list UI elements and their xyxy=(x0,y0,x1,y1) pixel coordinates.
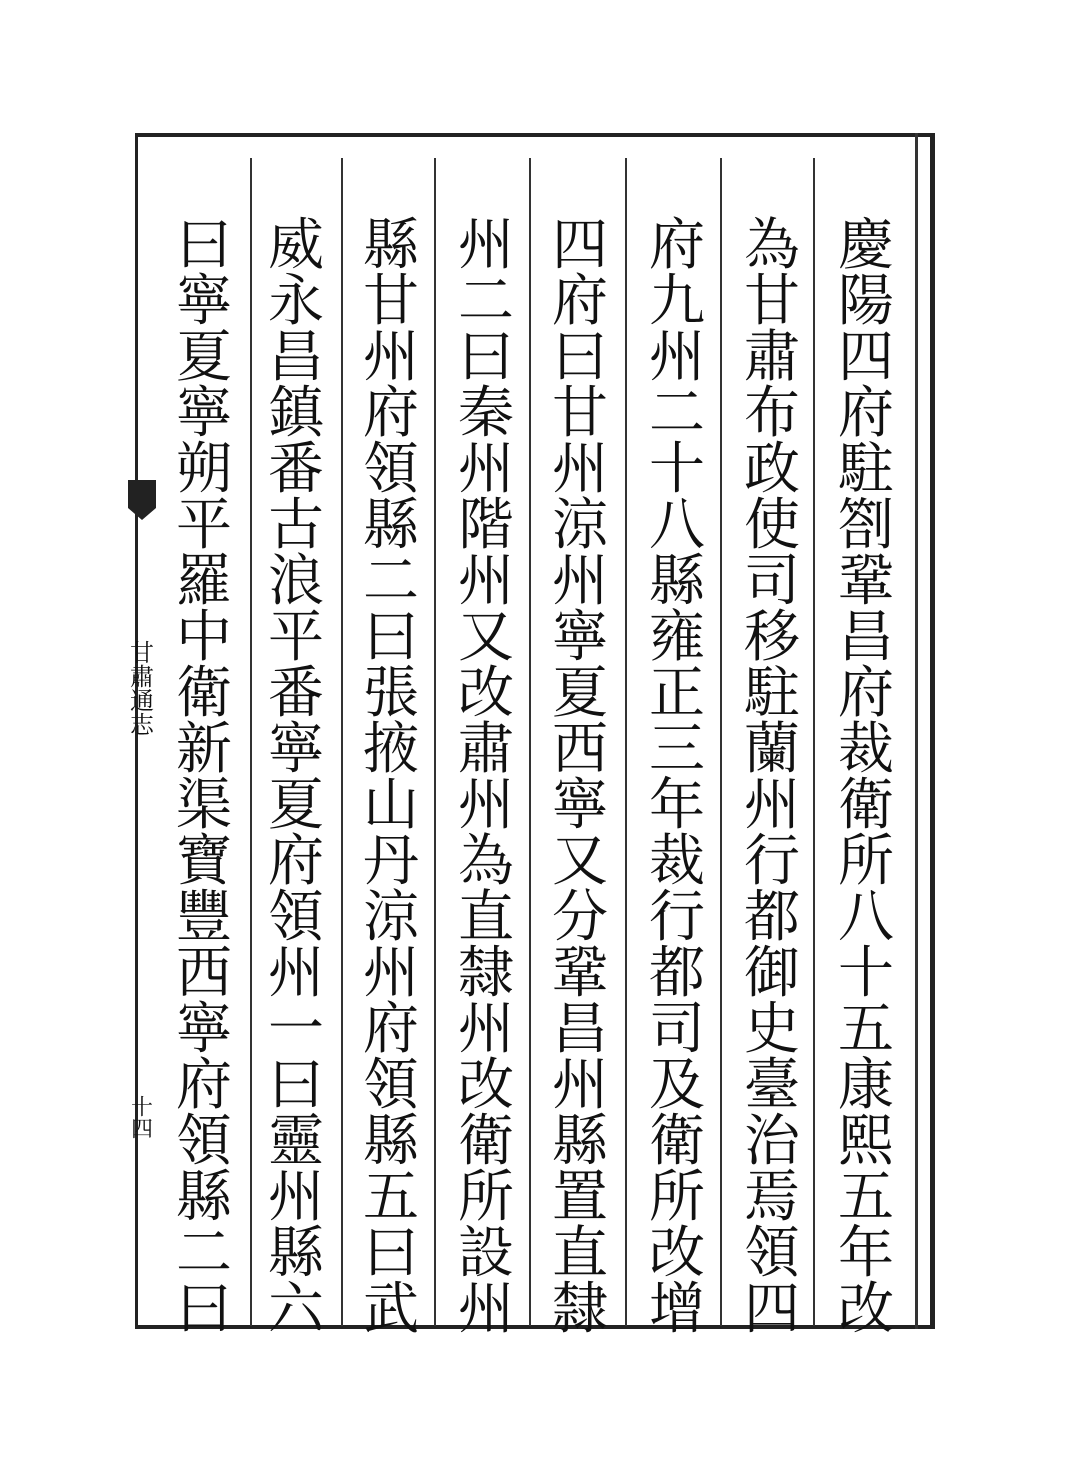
character: 改 xyxy=(838,1277,894,1342)
character: 府 xyxy=(649,213,705,278)
character: 朔 xyxy=(176,437,232,502)
character: 行 xyxy=(744,829,800,894)
character: 改 xyxy=(458,1053,514,1118)
character: 設 xyxy=(458,1221,514,1286)
character: 州 xyxy=(552,549,608,614)
character: 渠 xyxy=(176,773,232,838)
character: 昌 xyxy=(552,997,608,1062)
character: 隸 xyxy=(458,941,514,1006)
character: 靈 xyxy=(268,1109,324,1174)
character: 府 xyxy=(268,829,324,894)
character: 司 xyxy=(744,549,800,614)
character: 階 xyxy=(458,493,514,558)
character: 州 xyxy=(363,325,419,390)
character: 分 xyxy=(552,885,608,950)
character: 雍 xyxy=(649,605,705,670)
character: 所 xyxy=(649,1165,705,1230)
text-column-1 xyxy=(825,213,907,1342)
character: 寧 xyxy=(176,381,232,446)
text-column-3 xyxy=(636,213,718,1342)
character: 中 xyxy=(176,605,232,670)
character: 直 xyxy=(552,1221,608,1286)
character: 昌 xyxy=(268,325,324,390)
character: 二 xyxy=(363,549,419,614)
character: 十 xyxy=(649,437,705,502)
character: 八 xyxy=(838,885,894,950)
character: 隸 xyxy=(552,1277,608,1342)
column-divider xyxy=(434,158,436,1326)
character: 裁 xyxy=(838,717,894,782)
character: 為 xyxy=(458,829,514,894)
character: 甘 xyxy=(552,381,608,446)
folio-number xyxy=(126,1095,154,1145)
character: 浪 xyxy=(268,549,324,614)
character: 四 xyxy=(838,325,894,390)
character: 領 xyxy=(363,1053,419,1118)
character: 衛 xyxy=(458,1109,514,1174)
character: 二 xyxy=(458,269,514,334)
character: 寶 xyxy=(176,829,232,894)
character: 西 xyxy=(552,717,608,782)
character: 四 xyxy=(744,1277,800,1342)
character: 臺 xyxy=(744,1053,800,1118)
character: 曰 xyxy=(552,325,608,390)
character: 鞏 xyxy=(552,941,608,1006)
character: 三 xyxy=(649,717,705,782)
character: 番 xyxy=(268,437,324,502)
character: 府 xyxy=(363,381,419,446)
character: 鎮 xyxy=(268,381,324,446)
character: 衛 xyxy=(838,773,894,838)
character: 九 xyxy=(649,269,705,334)
character: 十 xyxy=(838,941,894,1006)
character: 駐 xyxy=(744,661,800,726)
character: 增 xyxy=(649,1277,705,1342)
character: 年 xyxy=(838,1221,894,1286)
character: 州 xyxy=(552,437,608,502)
character: 夏 xyxy=(176,325,232,390)
character: 州 xyxy=(458,213,514,278)
character: 威 xyxy=(268,213,324,278)
character: 夏 xyxy=(552,661,608,726)
character: 張 xyxy=(363,661,419,726)
character: 改 xyxy=(649,1221,705,1286)
character: 焉 xyxy=(744,1165,800,1230)
character: 蘭 xyxy=(744,717,800,782)
character: 六 xyxy=(268,1277,324,1342)
character: 山 xyxy=(363,773,419,838)
character: 史 xyxy=(744,997,800,1062)
column-divider xyxy=(625,158,627,1326)
character: 寧 xyxy=(552,605,608,670)
character: 鞏 xyxy=(838,549,894,614)
character: 永 xyxy=(268,269,324,334)
character: 甘 xyxy=(744,269,800,334)
character: 年 xyxy=(649,773,705,838)
character: 曰 xyxy=(363,1221,419,1286)
character: 康 xyxy=(838,1053,894,1118)
character: 所 xyxy=(458,1165,514,1230)
character: 新 xyxy=(176,717,232,782)
column-divider xyxy=(341,158,343,1326)
character: 丹 xyxy=(363,829,419,894)
character: 縣 xyxy=(363,493,419,558)
character: 領 xyxy=(268,885,324,950)
character: 州 xyxy=(363,941,419,1006)
character: 五 xyxy=(838,1165,894,1230)
character: 八 xyxy=(649,493,705,558)
character: 四 xyxy=(552,213,608,278)
character: 州 xyxy=(458,437,514,502)
character: 府 xyxy=(176,1053,232,1118)
character: 州 xyxy=(458,997,514,1062)
character: 司 xyxy=(649,997,705,1062)
character: 領 xyxy=(363,437,419,502)
character: 州 xyxy=(649,325,705,390)
character: 衛 xyxy=(649,1109,705,1174)
character: 平 xyxy=(176,493,232,558)
character: 武 xyxy=(363,1277,419,1342)
character: 所 xyxy=(838,829,894,894)
text-column-4 xyxy=(539,213,621,1342)
character: 曰 xyxy=(176,1277,232,1342)
character: 行 xyxy=(649,885,705,950)
character: 州 xyxy=(458,549,514,614)
character: 一 xyxy=(268,997,324,1062)
character: 及 xyxy=(649,1053,705,1118)
character: 州 xyxy=(458,773,514,838)
character: 五 xyxy=(363,1165,419,1230)
character: 掖 xyxy=(363,717,419,782)
character: 肅 xyxy=(744,325,800,390)
character: 府 xyxy=(363,997,419,1062)
character: 曰 xyxy=(363,605,419,670)
running-title-text: 甘肅通志 xyxy=(125,640,154,736)
character: 二 xyxy=(176,1221,232,1286)
character: 州 xyxy=(744,773,800,838)
character: 又 xyxy=(458,605,514,670)
character: 涼 xyxy=(363,885,419,950)
character: 昌 xyxy=(838,605,894,670)
character: 使 xyxy=(744,493,800,558)
character: 肅 xyxy=(458,717,514,782)
character: 豐 xyxy=(176,885,232,950)
character: 曰 xyxy=(268,1053,324,1118)
outer-frame-rule xyxy=(915,133,918,1329)
character: 甘 xyxy=(363,269,419,334)
character: 寧 xyxy=(176,269,232,334)
character: 御 xyxy=(744,941,800,1006)
character: 領 xyxy=(744,1221,800,1286)
character: 寧 xyxy=(552,773,608,838)
character: 平 xyxy=(268,605,324,670)
character: 縣 xyxy=(268,1221,324,1286)
column-divider xyxy=(529,158,531,1326)
character: 移 xyxy=(744,605,800,670)
character: 府 xyxy=(838,381,894,446)
character: 直 xyxy=(458,885,514,950)
character: 二 xyxy=(649,381,705,446)
character: 夏 xyxy=(268,773,324,838)
character: 為 xyxy=(744,213,800,278)
character: 縣 xyxy=(649,549,705,614)
character: 羅 xyxy=(176,549,232,614)
folio-text: 十四 xyxy=(127,1095,153,1139)
character: 府 xyxy=(552,269,608,334)
character: 寧 xyxy=(176,997,232,1062)
character: 置 xyxy=(552,1165,608,1230)
character: 縣 xyxy=(552,1109,608,1174)
character: 古 xyxy=(268,493,324,558)
character: 州 xyxy=(552,1053,608,1118)
column-divider xyxy=(250,158,252,1326)
character: 曰 xyxy=(458,325,514,390)
character: 政 xyxy=(744,437,800,502)
text-column-2 xyxy=(731,213,813,1342)
character: 州 xyxy=(268,1165,324,1230)
character: 番 xyxy=(268,661,324,726)
character: 寧 xyxy=(268,717,324,782)
character: 曰 xyxy=(176,213,232,278)
text-column-7 xyxy=(255,213,337,1342)
character: 縣 xyxy=(363,1109,419,1174)
character: 又 xyxy=(552,829,608,894)
character: 縣 xyxy=(363,213,419,278)
column-divider xyxy=(720,158,722,1326)
character: 西 xyxy=(176,941,232,1006)
text-column-5 xyxy=(445,213,527,1342)
column-divider xyxy=(813,158,815,1326)
character: 熙 xyxy=(838,1109,894,1174)
character: 州 xyxy=(268,941,324,1006)
character: 秦 xyxy=(458,381,514,446)
character: 劄 xyxy=(838,493,894,558)
character: 慶 xyxy=(838,213,894,278)
character: 涼 xyxy=(552,493,608,558)
character: 領 xyxy=(176,1109,232,1174)
character: 改 xyxy=(458,661,514,726)
character: 衛 xyxy=(176,661,232,726)
character: 裁 xyxy=(649,829,705,894)
character: 州 xyxy=(458,1277,514,1342)
text-column-8 xyxy=(163,213,245,1342)
character: 布 xyxy=(744,381,800,446)
character: 府 xyxy=(838,661,894,726)
character: 治 xyxy=(744,1109,800,1174)
character: 都 xyxy=(744,885,800,950)
character: 駐 xyxy=(838,437,894,502)
text-column-6 xyxy=(350,213,432,1342)
running-title xyxy=(126,640,154,780)
character: 正 xyxy=(649,661,705,726)
character: 都 xyxy=(649,941,705,1006)
character: 五 xyxy=(838,997,894,1062)
character: 縣 xyxy=(176,1165,232,1230)
character: 陽 xyxy=(838,269,894,334)
